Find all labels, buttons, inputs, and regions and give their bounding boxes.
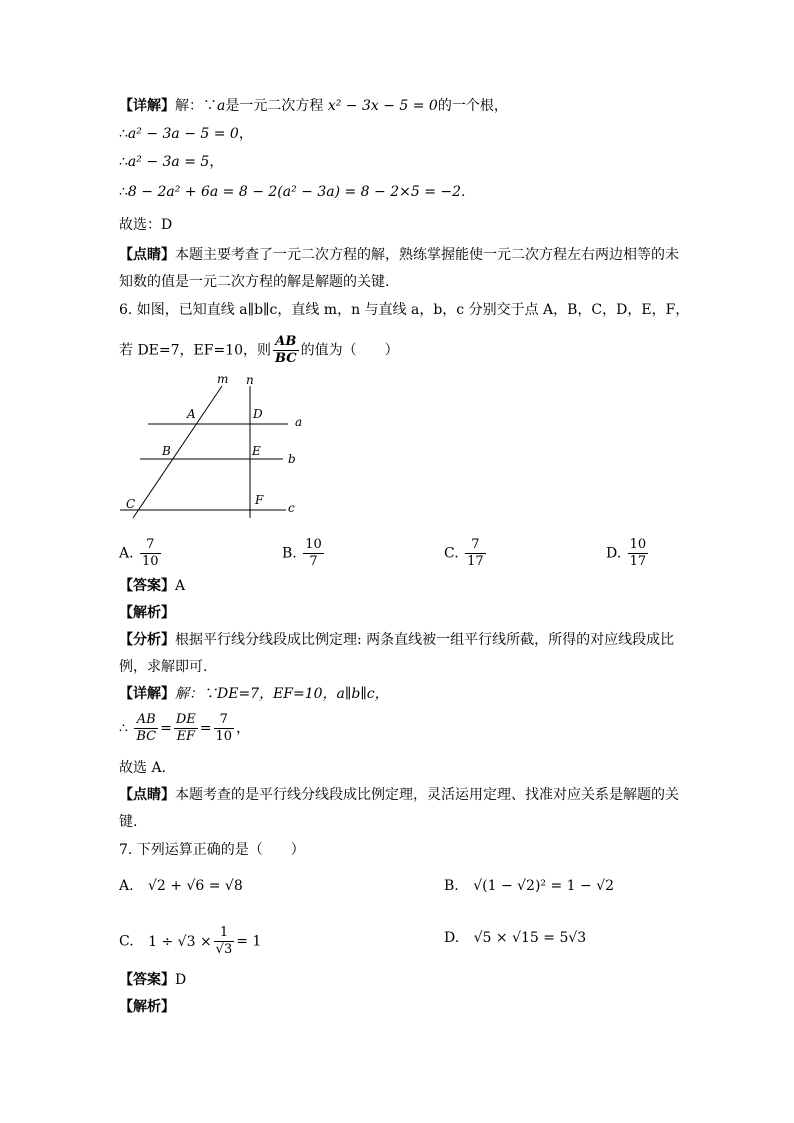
label-m: m [217,372,229,386]
q6-option-c[interactable] [444,537,488,570]
option-label: A. [119,545,134,562]
q6-stem-line-1: 6. 如图，已知直线 a∥b∥c，直线 m，n 与直线 a，b，c 分别交于点 A，B，C，D，E，F， [119,302,690,318]
answer-tag: 【答案】 [119,578,175,594]
detail-line-1 [119,96,508,116]
option-label: B. [282,545,297,562]
q7-stem: 7. 下列运算正确的是（ ） [119,842,305,858]
q6-choose-line: 故选 A. [119,760,167,776]
frac-numerator: AB [273,334,299,351]
detail-text: 解：∵DE=7，EF=10，a∥b∥c， [175,686,389,702]
option-expression: √5 × √15 = 5√3 [473,930,587,946]
option-label: C. [444,545,459,562]
q6-detail-line-2: ∴ $\frac{AB}{BC}$ = $\frac{DE}{EF}$ = $\frac{7}{10}$ ， [119,712,251,744]
option-expression: √2 + √6 = √8 [148,878,243,894]
detail-line-4 [119,182,466,202]
label-C: C [126,497,136,511]
option-label: B. [444,878,459,894]
dianjing-text: 本题考查的是平行线分线段成比例定理，灵活运用定理、找准对应关系是解题的关 [175,787,679,803]
q6-stem-text: 若 DE=7，EF=10，则 [119,342,272,359]
q6-option-a[interactable] [119,537,163,570]
label-a: a [295,415,303,429]
q7-option-b[interactable] [444,876,614,896]
q6-stem-text: 的值为（ ） [300,342,399,359]
dianjing-line-1 [119,245,679,265]
option-label: D. [606,545,622,562]
punctuation: . [461,184,466,200]
line-m [133,386,222,518]
q6-fenxi-line-1 [119,630,674,650]
fenxi-tag: 【分析】 [119,632,175,648]
frac-numerator: 10 [629,537,647,552]
frac-denominator: EF [176,729,196,744]
option-label: A. [119,878,134,894]
label-n: n [246,373,254,387]
label-A: A [187,407,196,421]
dianjing-text: 本题主要考查了一元二次方程的解，熟练掌握能使一元二次方程左右两边相等的未 [175,247,679,263]
option-label: D. [444,930,460,946]
option-expression: √(1 − √2)² = 1 − √2 [473,878,615,894]
dianjing-tag: 【点睛】 [119,787,175,803]
detail-fraction-2 [174,712,198,745]
q6-stem-line-2 [119,334,399,367]
q7-option-a[interactable] [119,876,243,896]
q7-analysis-tag: 【解析】 [119,999,175,1015]
frac-denominator: √3 [215,942,233,957]
equation: x² − 3x − 5 = 0 [327,98,438,114]
var-a: a [217,98,226,114]
option-expression: 1 ÷ √3 × [148,933,212,950]
q6-fenxi-line-2: 例，求解即可. [119,659,208,675]
frac-numerator: AB [134,712,158,729]
answer-value: D [175,972,187,988]
q6-dianjing-line-1 [119,785,679,805]
detail-line-3 [119,152,223,172]
fenxi-text: 根据平行线分线段成比例定理: 两条直线被一组平行线所截，所得的对应线段成比 [175,632,675,648]
equation: a² − 3a = 5 [127,154,210,170]
dianjing-line-2: 知数的值是一元二次方程的解是解题的关键. [119,274,390,290]
detail-fraction-3 [214,712,235,745]
detail-text: 的一个根， [437,98,508,114]
q6-fraction [273,334,299,367]
frac-denominator: 17 [629,554,647,569]
frac-denominator: 10 [142,554,159,569]
q7-answer-line [119,970,186,990]
frac-denominator: BC [136,729,157,744]
q6-analysis-tag: 【解析】 [119,605,175,621]
therefore-symbol: ∴ [119,184,128,200]
detail-text: 解：∵ [175,98,217,114]
label-D: D [253,407,263,421]
frac-denominator: 10 [215,729,233,744]
q6-dianjing-line-2: 键. [119,814,138,830]
option-fraction [303,537,324,570]
option-fraction [628,537,649,570]
detail-fraction-1 [134,712,158,745]
label-c: c [288,501,295,515]
punctuation: ， [236,720,251,737]
option-fraction [214,925,235,958]
frac-numerator: 7 [140,537,161,554]
frac-numerator: DE [175,712,196,727]
label-b: b [288,452,296,466]
dianjing-tag: 【点睛】 [119,247,175,263]
punctuation: ， [209,154,224,170]
option-fraction [140,537,161,570]
detail-text: 是一元二次方程 [225,98,328,114]
label-F: F [255,493,264,507]
q6-option-d[interactable] [606,537,650,570]
detail-tag: 【详解】 [119,98,175,114]
choose-line: 故选：D [119,217,173,233]
q6-detail-line-1 [119,684,389,704]
option-expression: = 1 [236,933,262,950]
option-label: C. [119,933,134,950]
parallel-lines-figure [118,372,318,522]
detail-tag: 【详解】 [119,686,175,702]
equation: 8 − 2a² + 6a = 8 − 2(a² − 3a) = 8 − 2×5 = −2 [127,184,462,200]
therefore-symbol: ∴ [119,126,128,142]
detail-line-2 [119,124,253,144]
frac-numerator: 10 [305,537,322,552]
frac-denominator: BC [275,351,297,366]
label-B: B [162,444,171,458]
answer-tag: 【答案】 [119,972,175,988]
frac-denominator: 17 [467,554,484,569]
therefore-symbol: ∴ [119,720,128,737]
frac-numerator: 1 [214,925,235,942]
option-fraction [465,537,486,570]
q7-option-d[interactable] [444,928,586,948]
label-E: E [252,444,261,458]
equation: a² − 3a − 5 = 0 [127,126,239,142]
therefore-symbol: ∴ [119,154,128,170]
q6-option-b[interactable] [282,537,326,570]
answer-value: A [175,578,186,594]
punctuation: ， [238,126,253,142]
q7-option-c[interactable] [119,925,261,958]
frac-numerator: 7 [465,537,486,554]
frac-denominator: 7 [309,554,318,569]
q6-answer-line [119,576,185,596]
frac-numerator: 7 [214,712,235,729]
